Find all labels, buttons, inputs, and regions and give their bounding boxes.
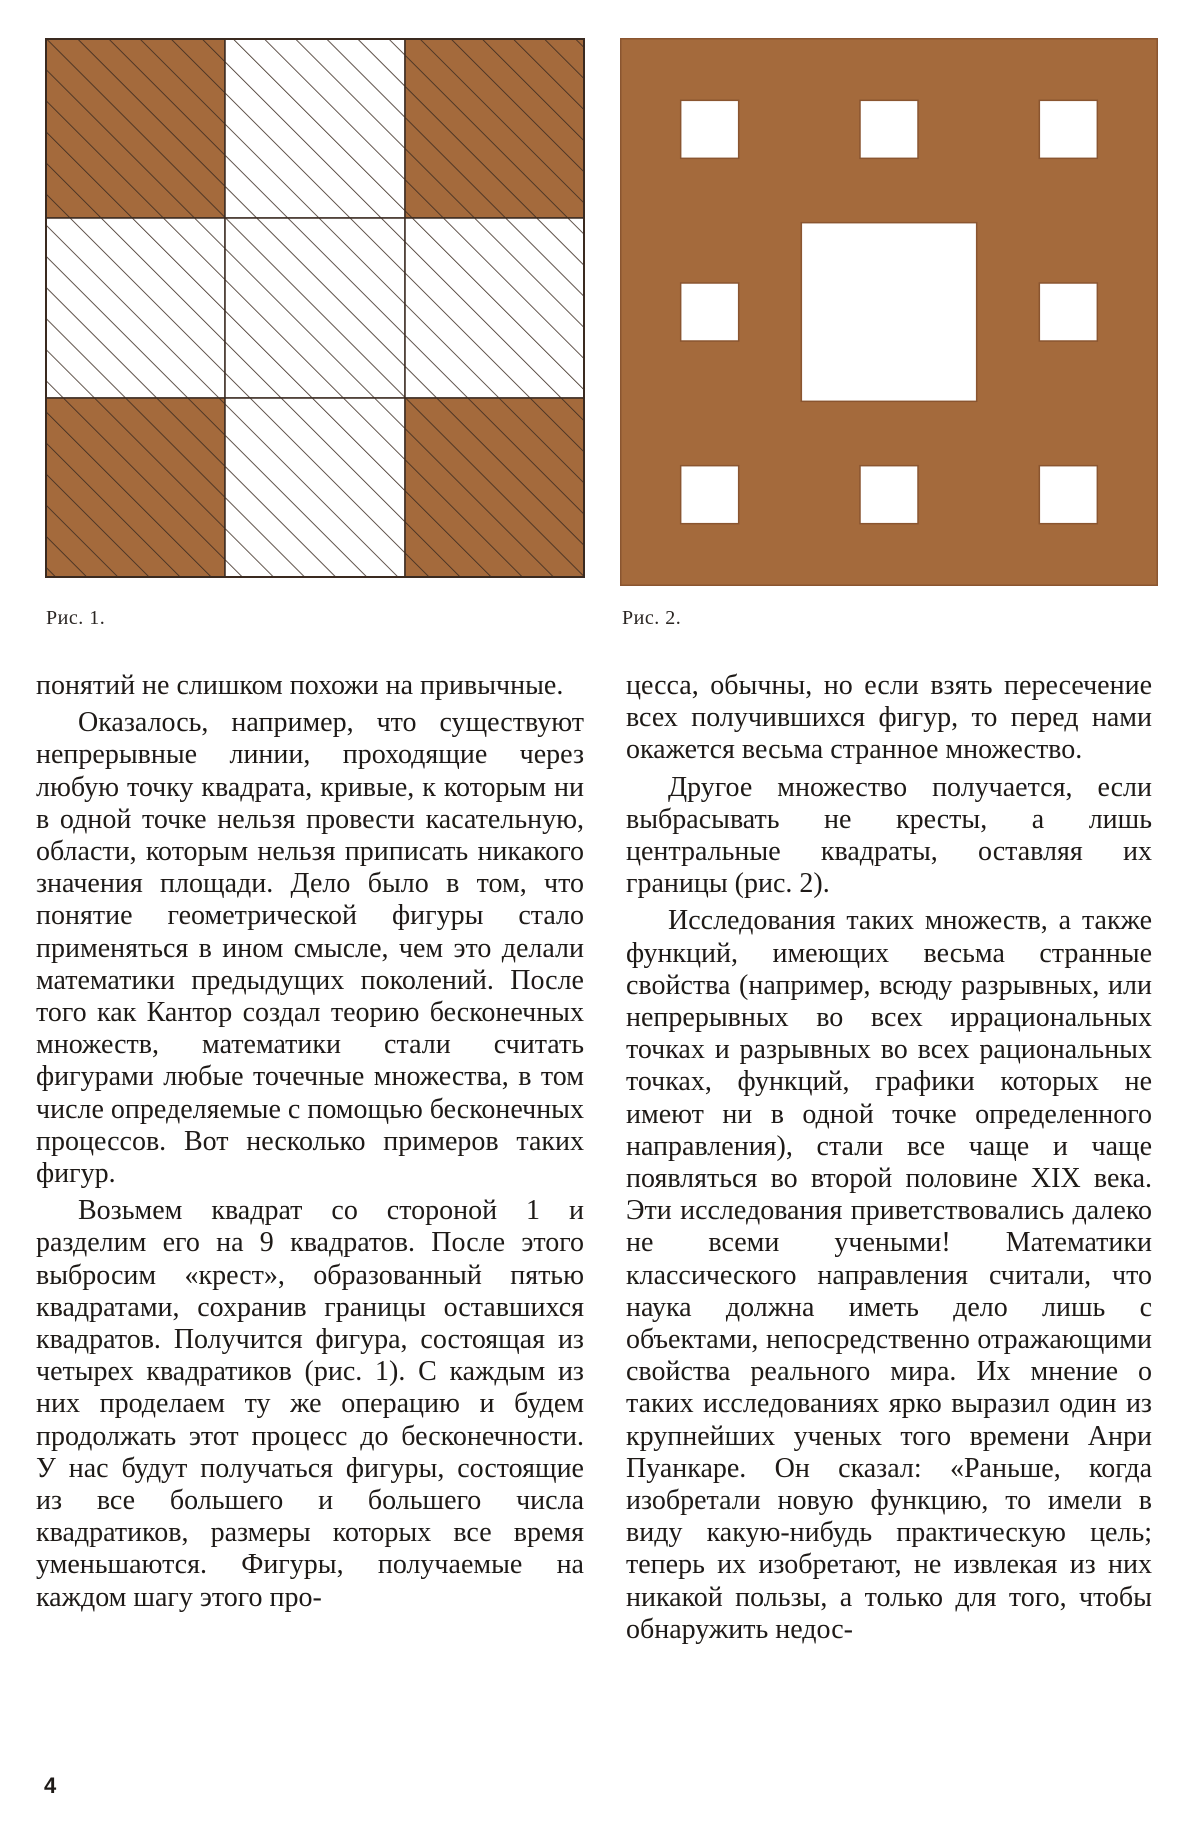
hatched-cell bbox=[405, 218, 585, 398]
hatched-cell bbox=[405, 398, 585, 578]
small-hole bbox=[681, 100, 739, 158]
paragraph: Возьмем квадрат со стороной 1 и разделим его на 9 квадратов. После этого выбросим «крест», образованный пятью квадратами, сохранив границы оставшихся квадратов. Получится фигура, состоящая из четырех квадратиков (рис. 1). С каждым из них проделаем ту же операцию и будем продолжать этот процесс до бесконечности. У нас будут получаться фигуры, состоящие из все большего и большего числа квадратиков, размеры которых все время уменьшаются. Фигуры, получаемые на каждом шагу этого про- bbox=[36, 1195, 584, 1613]
hatched-cell bbox=[45, 398, 225, 578]
small-hole bbox=[681, 466, 739, 524]
small-hole bbox=[1039, 283, 1097, 341]
paragraph: Оказалось, например, что существуют непрерывные линии, проходящие через любую точку квадрата, кривые, к которым ни в одной точке нельзя провести касательную, области, которым нельзя приписать никакого значения площади. Дело было в том, что понятие геометрической фигуры стало применяться в ином смысле, чем это делали математики предыдущих поколений. После того как Кантор создал теорию бесконечных множеств, математики стали считать фигурами любые точечные множества, в том числе определяемые с помощью бесконечных процессов. Вот несколько примеров таких фигур. bbox=[36, 707, 584, 1190]
right-text-column bbox=[626, 670, 1152, 1646]
paragraph: цесса, обычны, но если взять пересечение всех получившихся фигур, то перед нами окажется весьма странное множество. bbox=[626, 670, 1152, 766]
paragraph: Исследования таких множеств, а также функций, имеющих весьма странные свойства (например, всюду разрывных, или непрерывных во всех иррациональных точках и разрывных во всех рациональных точках, функций, графики которых не имеют ни в одной точке определенного направления), стали все чаще и чаще появляться во второй половине XIX века. Эти исследования приветствовались далеко не всеми учеными! Математики классического направления считали, что наука должна иметь дело лишь с объектами, непосредственно отражающими свойства реального мира. Их мнение о таких исследованиях ярко выразил один из крупнейших ученых того времени Анри Пуанкаре. Он сказал: «Раньше, когда изобретали новую функцию, то имели в виду какую-нибудь практическую цель; теперь их изобретают, не извлекая из них никакой пользы, а только для того, чтобы обнаружить недос- bbox=[626, 905, 1152, 1645]
small-hole bbox=[681, 283, 739, 341]
small-hole bbox=[1039, 100, 1097, 158]
hatched-cell bbox=[225, 38, 405, 218]
figure-1-caption: Рис. 1. bbox=[46, 607, 106, 629]
small-hole bbox=[860, 100, 918, 158]
hatched-cell bbox=[225, 218, 405, 398]
paragraph: Другое множество получается, если выбрасывать не кресты, а лишь центральные квадраты, оставляя их границы (рис. 2). bbox=[626, 771, 1152, 900]
figure-1 bbox=[45, 38, 585, 578]
figure-2-drawing bbox=[620, 38, 1158, 586]
hatched-cell bbox=[45, 38, 225, 218]
figure-2-caption: Рис. 2. bbox=[622, 607, 682, 629]
page-number: 4 bbox=[44, 1773, 57, 1798]
paragraph: понятий не слишком похожи на привычные. bbox=[36, 670, 564, 701]
small-hole bbox=[1039, 466, 1097, 524]
left-text-column bbox=[36, 670, 584, 1614]
hatched-cell bbox=[405, 38, 585, 218]
central-hole bbox=[801, 223, 976, 402]
hatched-cell bbox=[45, 218, 225, 398]
small-hole bbox=[860, 466, 918, 524]
figure-2 bbox=[620, 38, 1158, 586]
figure-1-drawing bbox=[45, 38, 585, 578]
hatched-cell bbox=[225, 398, 405, 578]
